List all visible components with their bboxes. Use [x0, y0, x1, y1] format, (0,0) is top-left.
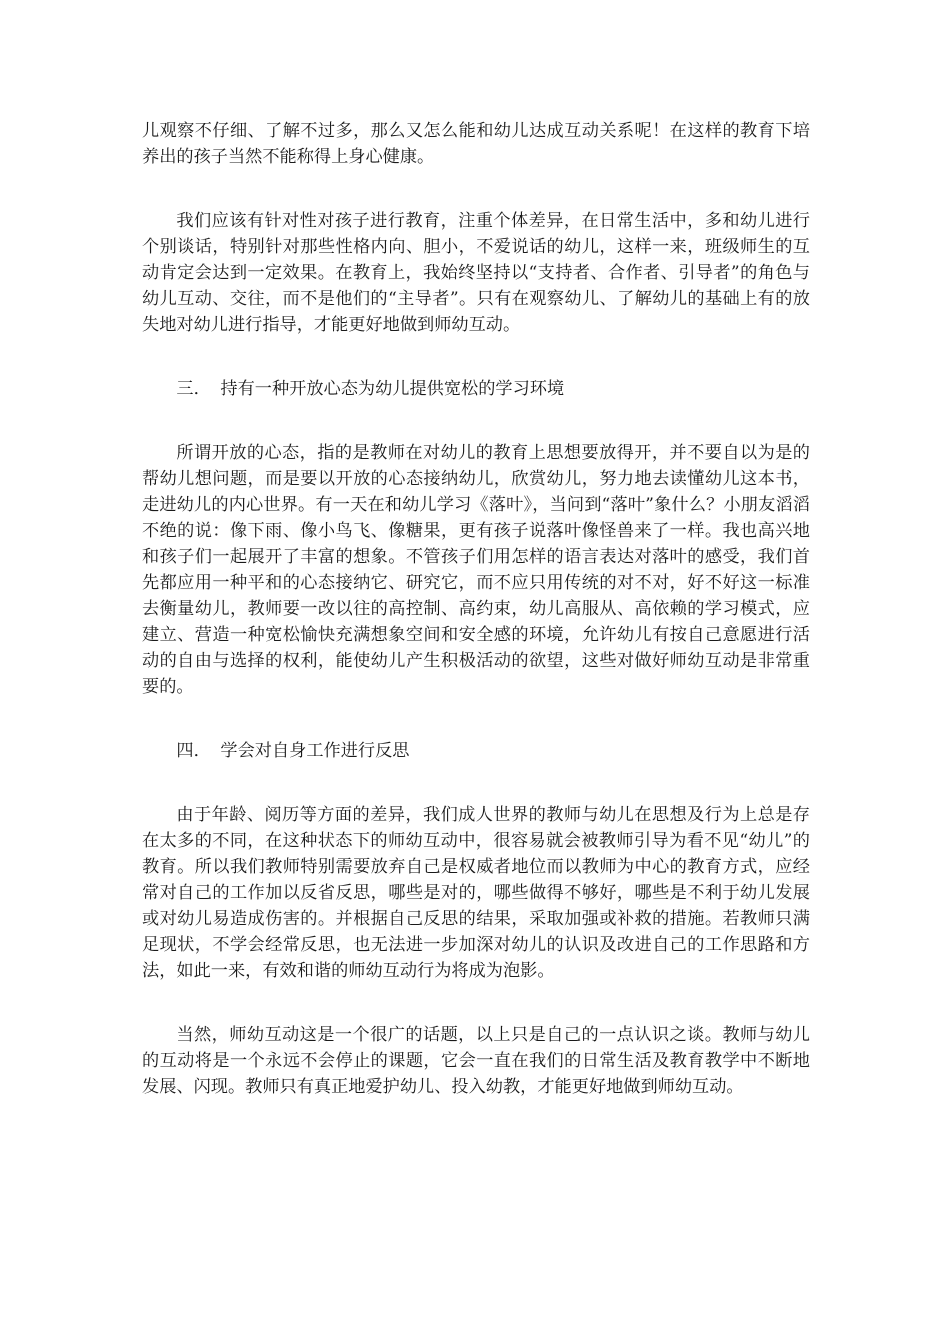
section-number: 四． — [176, 741, 211, 761]
section-number: 三． — [176, 379, 211, 399]
section-title: 持有一种开放心态为幼儿提供宽松的学习环境 — [220, 379, 565, 399]
document-page — [142, 118, 810, 1100]
paragraph-intro-tail: 儿观察不仔细、了解不过多，那么又怎么能和幼儿达成互动关系呢！在这样的教育下培养出的孩子当然不能称得上身心健康。 — [142, 121, 810, 167]
paragraph-conclusion: 当然，师幼互动这是一个很广的话题，以上只是自己的一点认识之谈。教师与幼儿的互动将是一个永远不会停止的课题，它会一直在我们的日常生活及教育教学中不断地发展、闪现。教师只有真正地爱护幼儿、投入幼教，才能更好地做到师幼互动。 — [142, 1025, 810, 1097]
paragraph-targeted-education: 我们应该有针对性对孩子进行教育，注重个体差异，在日常生活中，多和幼儿进行个别谈话，特别针对那些性格内向、胆小，不爱说话的幼儿，这样一来，班级师生的互动肯定会达到一定效果。在教育上，我始终坚持以“支持者、合作者、引导者”的角色与幼儿互动、交往，而不是他们的“主导者”。只有在观察幼儿、了解幼儿的基础上有的放失地对幼儿进行指导，才能更好地做到师幼互动。 — [142, 211, 810, 335]
section-title: 学会对自身工作进行反思 — [220, 741, 410, 761]
paragraph-self-reflection: 由于年龄、阅历等方面的差异，我们成人世界的教师与幼儿在思想及行为上总是存在太多的不同，在这种状态下的师幼互动中，很容易就会被教师引导为看不见“幼儿”的教育。所以我们教师特别需要放弃自己是权威者地位而以教师为中心的教育方式，应经常对自己的工作加以反省反思，哪些是对的，哪些做得不够好，哪些是不利于幼儿发展或对幼儿易造成伤害的。并根据自己反思的结果，采取加强或补救的措施。若教师只满足现状，不学会经常反思，也无法进一步加深对幼儿的认识及改进自己的工作思路和方法，如此一来，有效和谐的师幼互动行为将成为泡影。 — [142, 805, 810, 981]
paragraph-open-mindset: 所谓开放的心态，指的是教师在对幼儿的教育上思想要放得开，并不要自以为是的帮幼儿想问题，而是要以开放的心态接纳幼儿，欣赏幼儿，努力地去读懂幼儿这本书，走进幼儿的内心世界。有一天在和幼儿学习《落叶》，当问到“落叶”象什么？小朋友滔滔不绝的说：像下雨、像小鸟飞、像糖果，更有孩子说落叶像怪兽来了一样。我也高兴地和孩子们一起展开了丰富的想象。不管孩子们用怎样的语言表达对落叶的感受，我们首先都应用一种平和的心态接纳它、研究它，而不应只用传统的对不对，好不好这一标准去衡量幼儿，教师要一改以往的高控制、高约束，幼儿高服从、高依赖的学习模式，应建立、营造一种宽松愉快充满想象空间和安全感的环境，允许幼儿有按自己意愿进行活动的自由与选择的权利，能使幼儿产生积极活动的欲望，这些对做好师幼互动是非常重要的。 — [142, 443, 810, 697]
section-heading-4 — [142, 738, 810, 764]
section-heading-3 — [142, 376, 810, 402]
